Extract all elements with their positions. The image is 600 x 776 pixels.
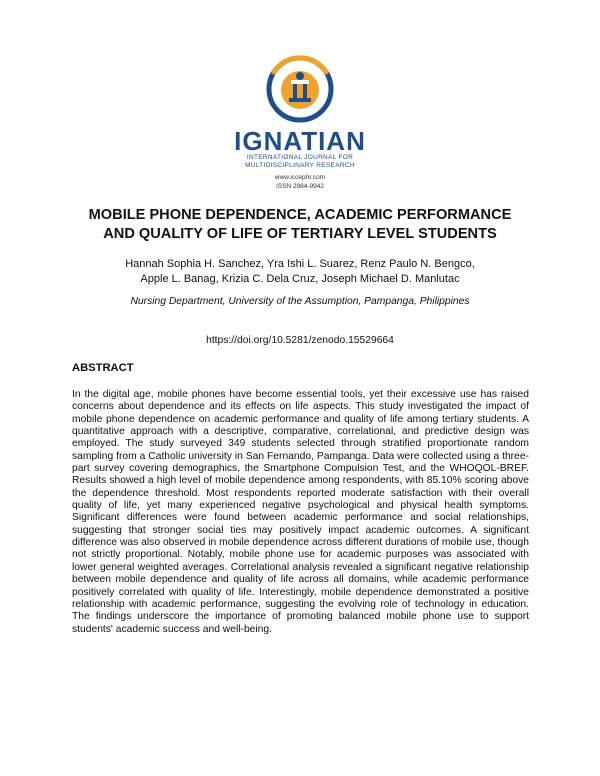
- paper-authors: [40, 257, 560, 287]
- paper-authors-line1: Hannah Sophia H. Sanchez, Yra Ishi L. Suarez, Renz Paulo N. Bengco,: [125, 258, 475, 270]
- journal-masthead: [0, 50, 600, 191]
- paper-title-line2: AND QUALITY OF LIFE OF TERTIARY LEVEL STUDENTS: [103, 226, 497, 242]
- paper-affiliation: Nursing Department, University of the Assumption, Pampanga, Philippines: [130, 296, 470, 307]
- journal-meta: [275, 173, 325, 191]
- abstract-heading: ABSTRACT: [72, 362, 134, 374]
- abstract-text: In the digital age, mobile phones have become essential tools, yet their excessive use has raised concerns about dependence and its effects on life aspects. This study investigated the impact of mobile phone dependence on academic performance and quality of life among tertiary students. A quantitative approach with a descriptive, comparative, correlational, and predictive design was employed. The study surveyed 349 students selected through stratified proportionate random sampling from a Catholic university in San Fernando, Pampanga. Data were collected using a three-part survey covering demographics, the Smartphone Compulsion Test, and the WHOQOL-BREF. Results showed a high level of mobile dependence among respondents, with 85.10% scoring above the dependence threshold. Most respondents reported moderate satisfaction with their overall quality of life, yet many experienced negative psychological and physical health symptoms. Significant differences were found between academic performance and social relationships, suggesting that stronger social ties may positively impact academic outcomes. A significant difference was also observed in mobile dependence across different durations of mobile use, though not strictly proportional. Notably, mobile phone use for academic purposes was associated with lower general weighted averages. Correlational analysis revealed a significant negative relationship between mobile dependence and quality of life across all domains, while academic performance positively correlated with quality of life. Interestingly, mobile dependence demonstrated a positive relationship with academic performance, suggesting the evolving role of technology in education. The findings underscore the importance of promoting balanced mobile phone use to support students' academic success and well-being.: [72, 389, 529, 635]
- paper-authors-line2: Apple L. Banag, Krizia C. Dela Cruz, Joseph Michael D. Manlutac: [140, 273, 460, 285]
- journal-subtitle-line1: INTERNATIONAL JOURNAL FOR: [246, 154, 354, 161]
- journal-name: IGNATIAN: [234, 126, 366, 156]
- journal-website: www.iccephr.com: [274, 174, 326, 181]
- paper-title: [40, 206, 560, 244]
- journal-subtitle: [245, 154, 355, 170]
- paper-title-line1: MOBILE PHONE DEPENDENCE, ACADEMIC PERFORMANCE: [88, 207, 512, 223]
- journal-subtitle-line2: MULTIDISCIPLINARY RESEARCH: [245, 162, 355, 169]
- paper-doi-link[interactable]: https://doi.org/10.5281/zenodo.15529664: [206, 335, 394, 346]
- journal-logo-icon: [260, 50, 340, 126]
- journal-issn: ISSN 2984-9942: [275, 183, 325, 190]
